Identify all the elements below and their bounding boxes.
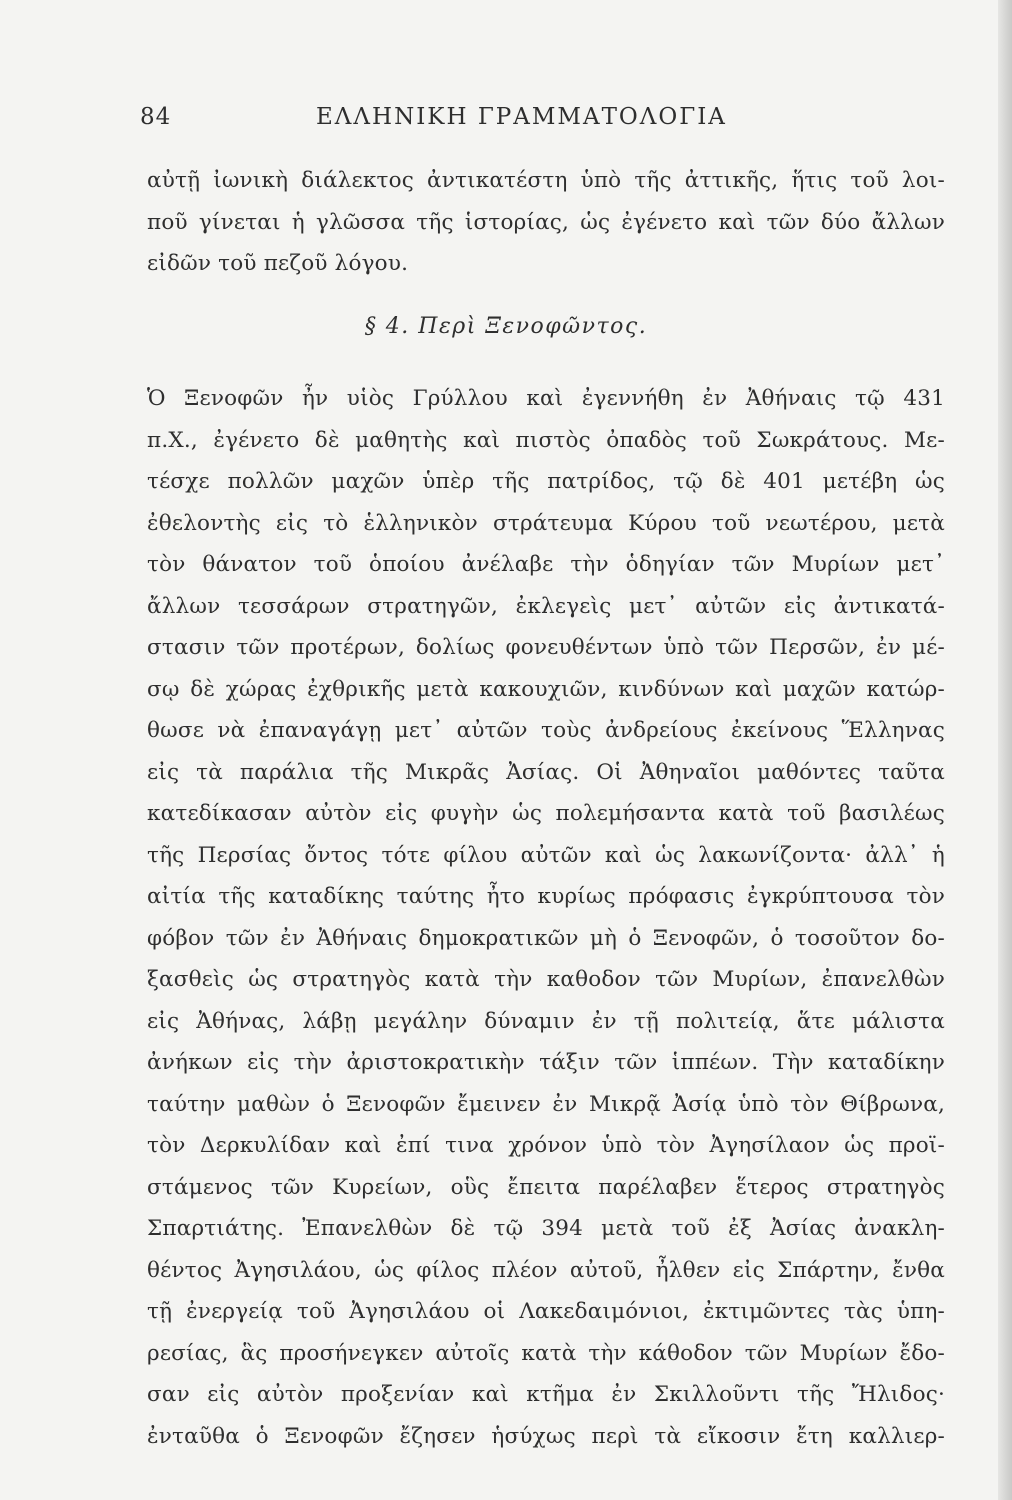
text-line: αἰτία τῆς καταδίκης ταύτης ἦτο κυρίως πρόφασις ἐγκρύπτουσα τὸν (147, 884, 945, 909)
text-line: κατεδίκασαν αὐτὸν εἰς φυγὴν ὡς πολεμήσαντα κατὰ τοῦ βασιλέως (147, 801, 945, 826)
text-line: αὐτῇ ἰωνικὴ διάλεκτος ἀντικατέστη ὑπὸ τῆς ἀττικῆς, ἥτις τοῦ λοι- (147, 168, 945, 193)
text-line: θωσε νὰ ἐπαναγάγῃ μετ᾽ αὐτῶν τοὺς ἀνδρείους ἐκείνους Ἕλληνας (147, 718, 945, 743)
text-line: π.Χ., ἐγένετο δὲ μαθητὴς καὶ πιστὸς ὀπαδὸς τοῦ Σωκράτους. Με- (147, 427, 945, 453)
text-line: τῆς Περσίας ὄντος τότε φίλου αὐτῶν καὶ ὡς λακωνίζοντα· ἀλλ᾽ ἡ (147, 842, 945, 868)
text-line: ἀνήκων εἰς τὴν ἀριστοκρατικὴν τάξιν τῶν ἱππέων. Τὴν καταδίκην (147, 1050, 945, 1075)
text-line: στάμενος τῶν Κυρείων, οὓς ἔπειτα παρέλαβεν ἕτερος στρατηγὸς (147, 1174, 945, 1200)
text-line: σῳ δὲ χώρας ἐχθρικῆς μετὰ κακουχιῶν, κινδύνων καὶ μαχῶν κατώρ- (147, 676, 945, 702)
page-edge (998, 0, 1012, 1500)
text-line: φόβον τῶν ἐν Ἀθήναις δημοκρατικῶν μὴ ὁ Ξενοφῶν, ὁ τοσοῦτον δο- (147, 925, 945, 951)
text-line: ἐνταῦθα ὁ Ξενοφῶν ἔζησεν ἡσύχως περὶ τὰ εἴκοσιν ἔτη καλλιερ- (147, 1423, 945, 1449)
text-line: εἰδῶν τοῦ πεζοῦ λόγου. (147, 251, 409, 276)
text-line: σαν εἰς αὐτὸν προξενίαν καὶ κτῆμα ἐν Σκιλλοῦντι τῆς Ἤλιδος· (147, 1382, 945, 1407)
page-number: 84 (140, 104, 172, 130)
text-line: ρεσίας, ἃς προσήνεγκεν αὐτοῖς κατὰ τὴν κάθοδον τῶν Μυρίων ἔδο- (147, 1340, 945, 1366)
text-line: ἄλλων τεσσάρων στρατηγῶν, ἐκλεγεὶς μετ᾽ αὐτῶν εἰς ἀντικατά- (147, 593, 945, 619)
text-line: θέντος Ἀγησιλάου, ὡς φίλος πλέον αὐτοῦ, ἦλθεν εἰς Σπάρτην, ἔνθα (147, 1257, 945, 1283)
text-line: Σπαρτιάτης. Ἐπανελθὼν δὲ τῷ 394 μετὰ τοῦ ἐξ Ἀσίας ἀνακλη- (147, 1216, 945, 1241)
text-line: ἐθελοντὴς εἰς τὸ ἑλληνικὸν στράτευμα Κύρου τοῦ νεωτέρου, μετὰ (147, 510, 945, 536)
text-line: στασιν τῶν προτέρων, δολίως φονευθέντων ὑπὸ τῶν Περσῶν, ἐν μέ- (147, 635, 945, 660)
text-line: ταύτην μαθὼν ὁ Ξενοφῶν ἔμεινεν ἐν Μικρᾷ Ἀσίᾳ ὑπὸ τὸν Θίβρωνα, (147, 1091, 945, 1117)
text-line: τὸν θάνατον τοῦ ὁποίου ἀνέλαβε τὴν ὁδηγίαν τῶν Μυρίων μετ᾽ (147, 552, 945, 577)
running-head (140, 104, 940, 144)
text-line: ξασθεὶς ὡς στρατηγὸς κατὰ τὴν καθοδον τῶν Μυρίων, ἐπανελθὼν (147, 967, 945, 992)
text-line: τὸν Δερκυλίδαν καὶ ἐπί τινα χρόνον ὑπὸ τὸν Ἀγησίλαον ὡς προϊ- (147, 1133, 945, 1158)
text-line: τέσχε πολλῶν μαχῶν ὑπὲρ τῆς πατρίδος, τῷ δὲ 401 μετέβη ὡς (147, 469, 945, 494)
paragraph-xenophon (147, 378, 945, 1457)
text-line: ποῦ γίνεται ἡ γλῶσσα τῆς ἱστορίας, ὡς ἐγένετο καὶ τῶν δύο ἄλλων (147, 209, 945, 235)
header-title: ΕΛΛΗΝΙΚΗ ΓΡΑΜΜΑΤΟΛΟΓΙΑ (316, 104, 727, 130)
text-line: Ὁ Ξενοφῶν ἦν υἱὸς Γρύλλου καὶ ἐγεννήθη ἐν Ἀθήναις τῷ 431 (147, 386, 945, 411)
section-heading: § 4. Περὶ Ξενοφῶντος. (364, 314, 648, 339)
text-line: εἰς τὰ παράλια τῆς Μικρᾶς Ἀσίας. Οἱ Ἀθηναῖοι μαθόντες ταῦτα (147, 759, 945, 785)
paragraph-continuation (147, 160, 945, 285)
text-line: εἰς Ἀθήνας, λάβῃ μεγάλην δύναμιν ἐν τῇ πολιτείᾳ, ἅτε μάλιστα (147, 1008, 945, 1034)
text-line: τῇ ἐνεργείᾳ τοῦ Ἀγησιλάου οἱ Λακεδαιμόνιοι, ἐκτιμῶντες τὰς ὑπη- (147, 1299, 945, 1324)
